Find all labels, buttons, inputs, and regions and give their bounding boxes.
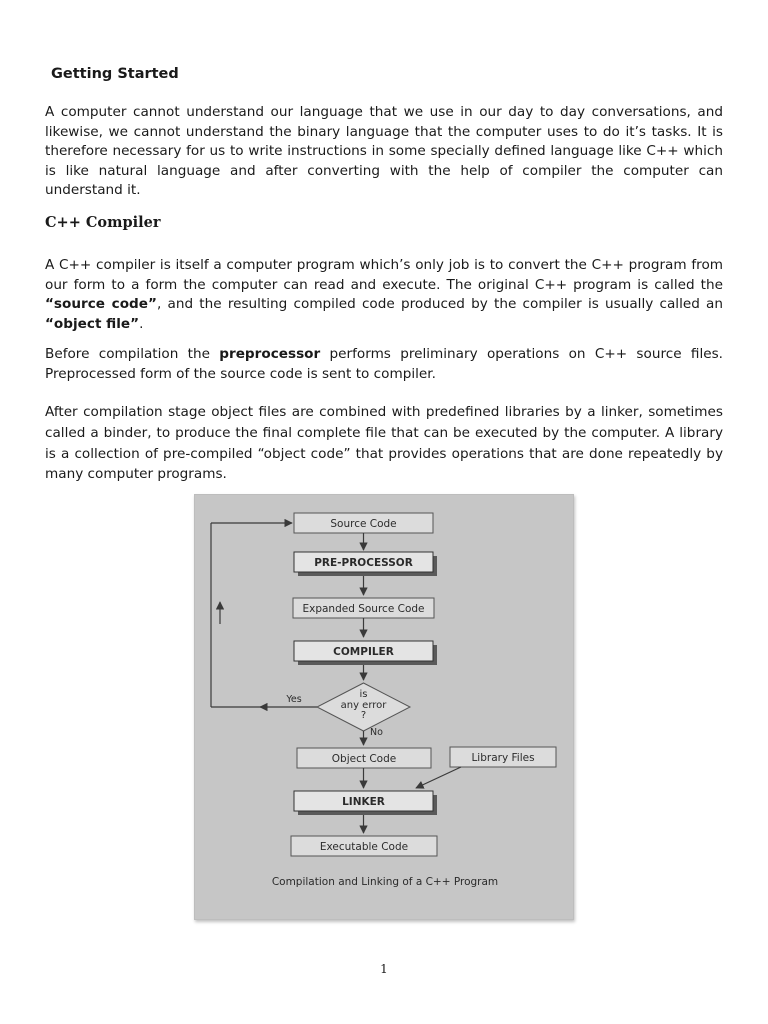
compilation-flowchart-figure (194, 494, 574, 920)
label-decision-question: ? (360, 710, 367, 721)
label-source-code: Source Code (330, 518, 397, 530)
label-decision-is: is (359, 689, 368, 700)
paragraph-intro: A computer cannot understand our language that we use in our day to day conversations, and likewise, we cannot understand the binary language that the computer uses to do it’s tasks. It is therefore necessary for us to write instructions in some specially defined language like C++ which is like natural language and after converting with the help of compiler the computer can understand it. (45, 104, 723, 199)
term-object-file: “object file” (45, 315, 140, 332)
label-compiler: COMPILER (333, 646, 394, 658)
term-source-code: “source code” (45, 296, 157, 313)
label-expanded-source-code: Expanded Source Code (302, 603, 425, 615)
paragraph-preprocessor (45, 345, 723, 384)
text-run: performs preliminary operations on C++ source files. Preprocessed form of the source code is sent to compiler. (45, 346, 723, 382)
label-library-files: Library Files (471, 752, 535, 764)
text-run: , and the resulting compiled code produced by the compiler is usually called an (156, 296, 724, 313)
heading-getting-started: Getting Started (51, 66, 179, 82)
label-executable-code: Executable Code (319, 841, 409, 853)
term-preprocessor: preprocessor (219, 346, 321, 362)
text-run: . (139, 315, 144, 332)
label-linker: LINKER (342, 796, 385, 808)
paragraph-compiler (45, 256, 723, 334)
heading-cpp-compiler: C++ Compiler (45, 214, 161, 231)
text-run: A C++ compiler is itself a computer program which’s only job is to convert the C++ program from our form to a form the computer can read and execute. The original C++ program is called the (45, 257, 723, 293)
label-no: No (370, 727, 383, 738)
label-decision-any-error: any error (340, 700, 387, 711)
page-number: 1 (380, 962, 388, 976)
edge-library-to-linker (416, 767, 461, 788)
text-run: Before compilation the (45, 346, 220, 362)
paragraph-linker: After compilation stage object files are combined with predefined libraries by a linker, sometimes called a binder, to produce the final complete file that can be executed by the computer. A library is a collection of pre-compiled “object code” that provides operations that are done repeatedly by many computer programs. (45, 404, 723, 483)
figure-caption: Compilation and Linking of a C++ Program (271, 876, 499, 888)
label-object-code: Object Code (331, 753, 397, 765)
flowchart-diagram (194, 494, 574, 920)
label-preprocessor: PRE-PROCESSOR (314, 557, 413, 569)
label-yes: Yes (286, 694, 302, 705)
